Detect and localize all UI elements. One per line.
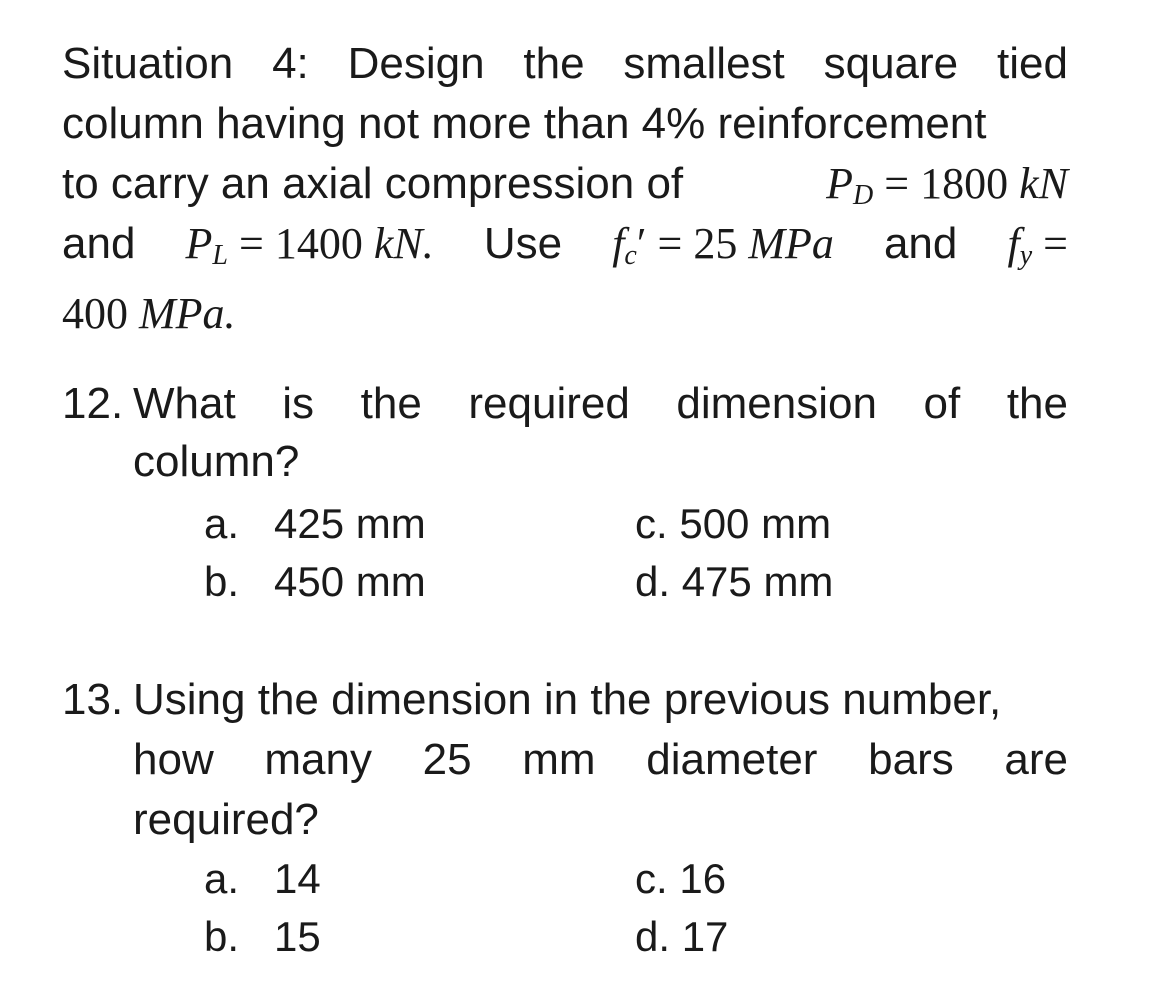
question-13-line-2 — [133, 735, 1068, 784]
word: dimension — [676, 379, 877, 428]
equals-sign: = — [239, 219, 264, 268]
equals-sign: = — [657, 219, 683, 268]
option-text: 15 — [274, 913, 321, 960]
fy-unit: MPa. — [139, 289, 236, 338]
option-text: 500 mm — [679, 500, 832, 547]
option-letter: d. — [635, 558, 671, 605]
word: is — [282, 379, 315, 428]
word: smallest — [623, 39, 785, 88]
option-letter: a. — [204, 855, 240, 902]
equals-sign: = — [1043, 219, 1068, 268]
pl-subscript: L — [212, 240, 228, 271]
word: Situation — [62, 39, 234, 88]
question-13-option-b[interactable] — [204, 913, 321, 960]
word: Design — [347, 39, 485, 88]
and-text: and — [62, 219, 136, 268]
word: of — [923, 379, 961, 428]
question-12-option-c[interactable] — [635, 500, 832, 547]
pl-unit: kN. — [373, 219, 434, 268]
fy-symbol: f — [1007, 219, 1020, 268]
option-letter: b. — [204, 913, 240, 960]
question-12-option-d[interactable] — [635, 558, 834, 605]
word: required — [468, 379, 630, 428]
fc-subscript: c — [624, 240, 637, 271]
pd-subscript: D — [853, 180, 874, 211]
question-13-number: 13. — [62, 675, 124, 724]
option-letter: d. — [635, 913, 671, 960]
situation-line-5 — [62, 289, 236, 338]
word: tied — [996, 39, 1068, 88]
option-letter: c. — [635, 855, 668, 902]
option-text: 475 mm — [681, 558, 834, 605]
question-12-option-b[interactable] — [204, 558, 426, 605]
word: 25 — [422, 735, 472, 784]
question-13-line-1: Using the dimension in the previous number, — [133, 675, 1002, 724]
fy-value: 400 — [62, 289, 128, 338]
situation-line-2: column having not more than 4% reinforcement — [62, 99, 987, 148]
word: 4: — [272, 39, 309, 88]
question-13-option-a[interactable] — [204, 855, 321, 902]
question-13-option-c[interactable] — [635, 855, 727, 902]
option-text: 425 mm — [274, 500, 426, 547]
word: the — [523, 39, 585, 88]
question-12-line-2: column? — [133, 437, 300, 486]
word: What — [133, 379, 236, 428]
use-text: Use — [483, 219, 563, 268]
fc-unit: MPa — [748, 219, 834, 268]
question-12-option-a[interactable] — [204, 500, 426, 547]
option-letter: a. — [204, 500, 240, 547]
word: how — [133, 735, 214, 784]
option-letter: b. — [204, 558, 240, 605]
word: are — [1004, 735, 1068, 784]
pl-value: 1400 — [274, 219, 363, 268]
situation-line-1 — [62, 39, 1068, 88]
fc-value: 25 — [693, 219, 738, 268]
option-text: 16 — [679, 855, 727, 902]
fy-equation-lhs — [1007, 219, 1068, 271]
pd-symbol: P — [826, 159, 854, 208]
question-13-option-d[interactable] — [635, 913, 729, 960]
option-text: 450 mm — [274, 558, 426, 605]
option-text: 17 — [681, 913, 729, 960]
question-13-line-3: required? — [133, 795, 319, 844]
question-12-line-1 — [133, 379, 1068, 428]
word: many — [264, 735, 372, 784]
situation-line-3-text: to carry an axial compression of — [62, 159, 684, 208]
fc-equation — [612, 219, 834, 271]
pl-symbol: P — [185, 219, 213, 268]
option-text: 14 — [274, 855, 321, 902]
question-12-number: 12. — [62, 379, 124, 428]
equals-sign: = — [884, 159, 910, 208]
word: bars — [868, 735, 954, 784]
fc-symbol: f — [612, 219, 625, 268]
situation-line-3 — [62, 159, 1068, 211]
word: mm — [522, 735, 596, 784]
word: square — [823, 39, 959, 88]
fy-subscript: y — [1019, 240, 1033, 271]
word: the — [1006, 379, 1068, 428]
pd-unit: kN — [1019, 159, 1068, 208]
word: the — [360, 379, 422, 428]
option-letter: c. — [635, 500, 668, 547]
word: diameter — [646, 735, 818, 784]
situation-line-4 — [62, 219, 1068, 271]
pl-equation — [185, 219, 434, 271]
fc-prime: ′ — [636, 219, 647, 268]
and-text: and — [883, 219, 958, 268]
pd-equation — [826, 159, 1068, 211]
pd-value: 1800 — [920, 159, 1009, 208]
